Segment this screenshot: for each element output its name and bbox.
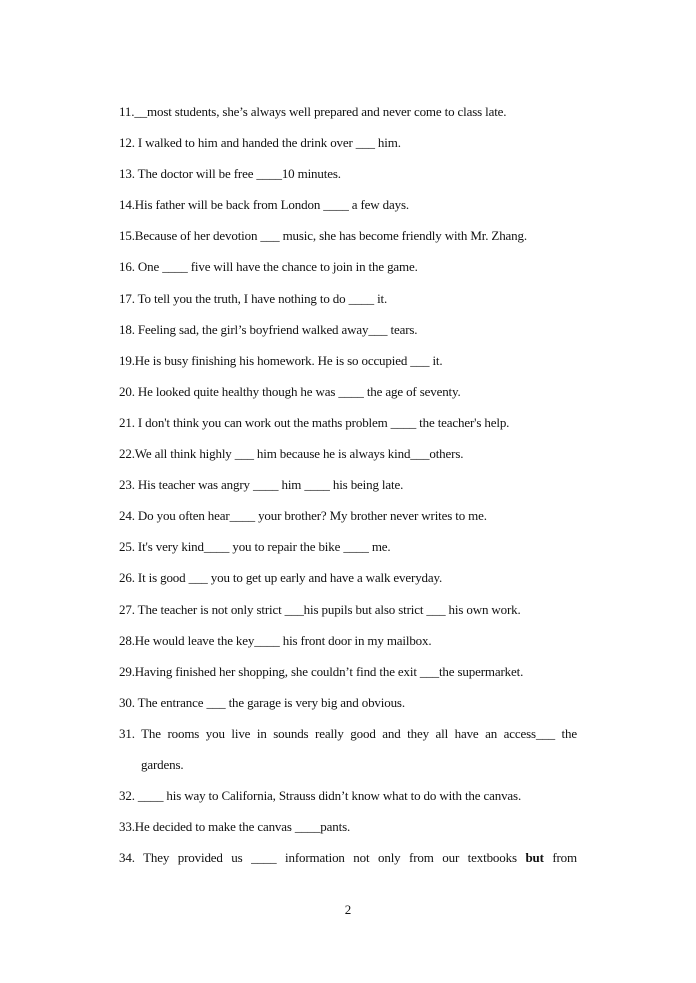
question-34 bbox=[119, 848, 577, 879]
question-list bbox=[119, 102, 579, 879]
question-24: 24. Do you often hear____ your brother? My brother never writes to me. bbox=[119, 508, 487, 524]
question-15: 15.Because of her devotion ___ music, she has become friendly with Mr. Zhang. bbox=[119, 228, 527, 244]
question-19: 19.He is busy finishing his homework. He is so occupied ___ it. bbox=[119, 352, 443, 368]
question-26: 26. It is good ___ you to get up early and have a walk everyday. bbox=[119, 570, 443, 586]
question-34-bold-word: but bbox=[525, 850, 544, 866]
question-34-tail: from bbox=[552, 850, 577, 866]
question-31: 31. The rooms you live in sounds really good and they all have an access___ the bbox=[119, 725, 577, 741]
question-31-continuation: gardens. bbox=[141, 756, 184, 772]
page-number: 2 bbox=[344, 902, 352, 917]
question-27: 27. The teacher is not only strict ___his pupils but also strict ___ his own work. bbox=[119, 601, 521, 617]
question-32: 32. ____ his way to California, Strauss didn’t know what to do with the canvas. bbox=[119, 788, 522, 804]
question-20: 20. He looked quite healthy though he was ____ the age of seventy. bbox=[119, 383, 461, 399]
question-21: 21. I don't think you can work out the maths problem ____ the teacher's help. bbox=[119, 414, 510, 430]
question-16: 16. One ____ five will have the chance to join in the game. bbox=[119, 259, 418, 275]
question-13: 13. The doctor will be free ____10 minutes. bbox=[119, 166, 341, 182]
question-30: 30. The entrance ___ the garage is very big and obvious. bbox=[119, 694, 405, 710]
question-18: 18. Feeling sad, the girl’s boyfriend walked away___ tears. bbox=[119, 321, 418, 337]
question-25: 25. It's very kind____ you to repair the bike ____ me. bbox=[119, 539, 391, 555]
question-14: 14.His father will be back from London ____ a few days. bbox=[119, 197, 409, 213]
question-34-text: 34. They provided us ____ information not only from our textbooks bbox=[119, 850, 517, 866]
question-29: 29.Having finished her shopping, she couldn’t find the exit ___the supermarket. bbox=[119, 663, 524, 679]
question-23: 23. His teacher was angry ____ him ____ his being late. bbox=[119, 477, 404, 493]
question-22: 22.We all think highly ___ him because he is always kind___others. bbox=[119, 446, 464, 462]
question-17: 17. To tell you the truth, I have nothing to do ____ it. bbox=[119, 290, 388, 306]
question-12: 12. I walked to him and handed the drink over ___ him. bbox=[119, 135, 401, 151]
question-33: 33.He decided to make the canvas ____pants. bbox=[119, 819, 351, 835]
question-11: 11.__most students, she’s always well prepared and never come to class late. bbox=[119, 104, 507, 119]
question-28: 28.He would leave the key____ his front door in my mailbox. bbox=[119, 632, 432, 648]
